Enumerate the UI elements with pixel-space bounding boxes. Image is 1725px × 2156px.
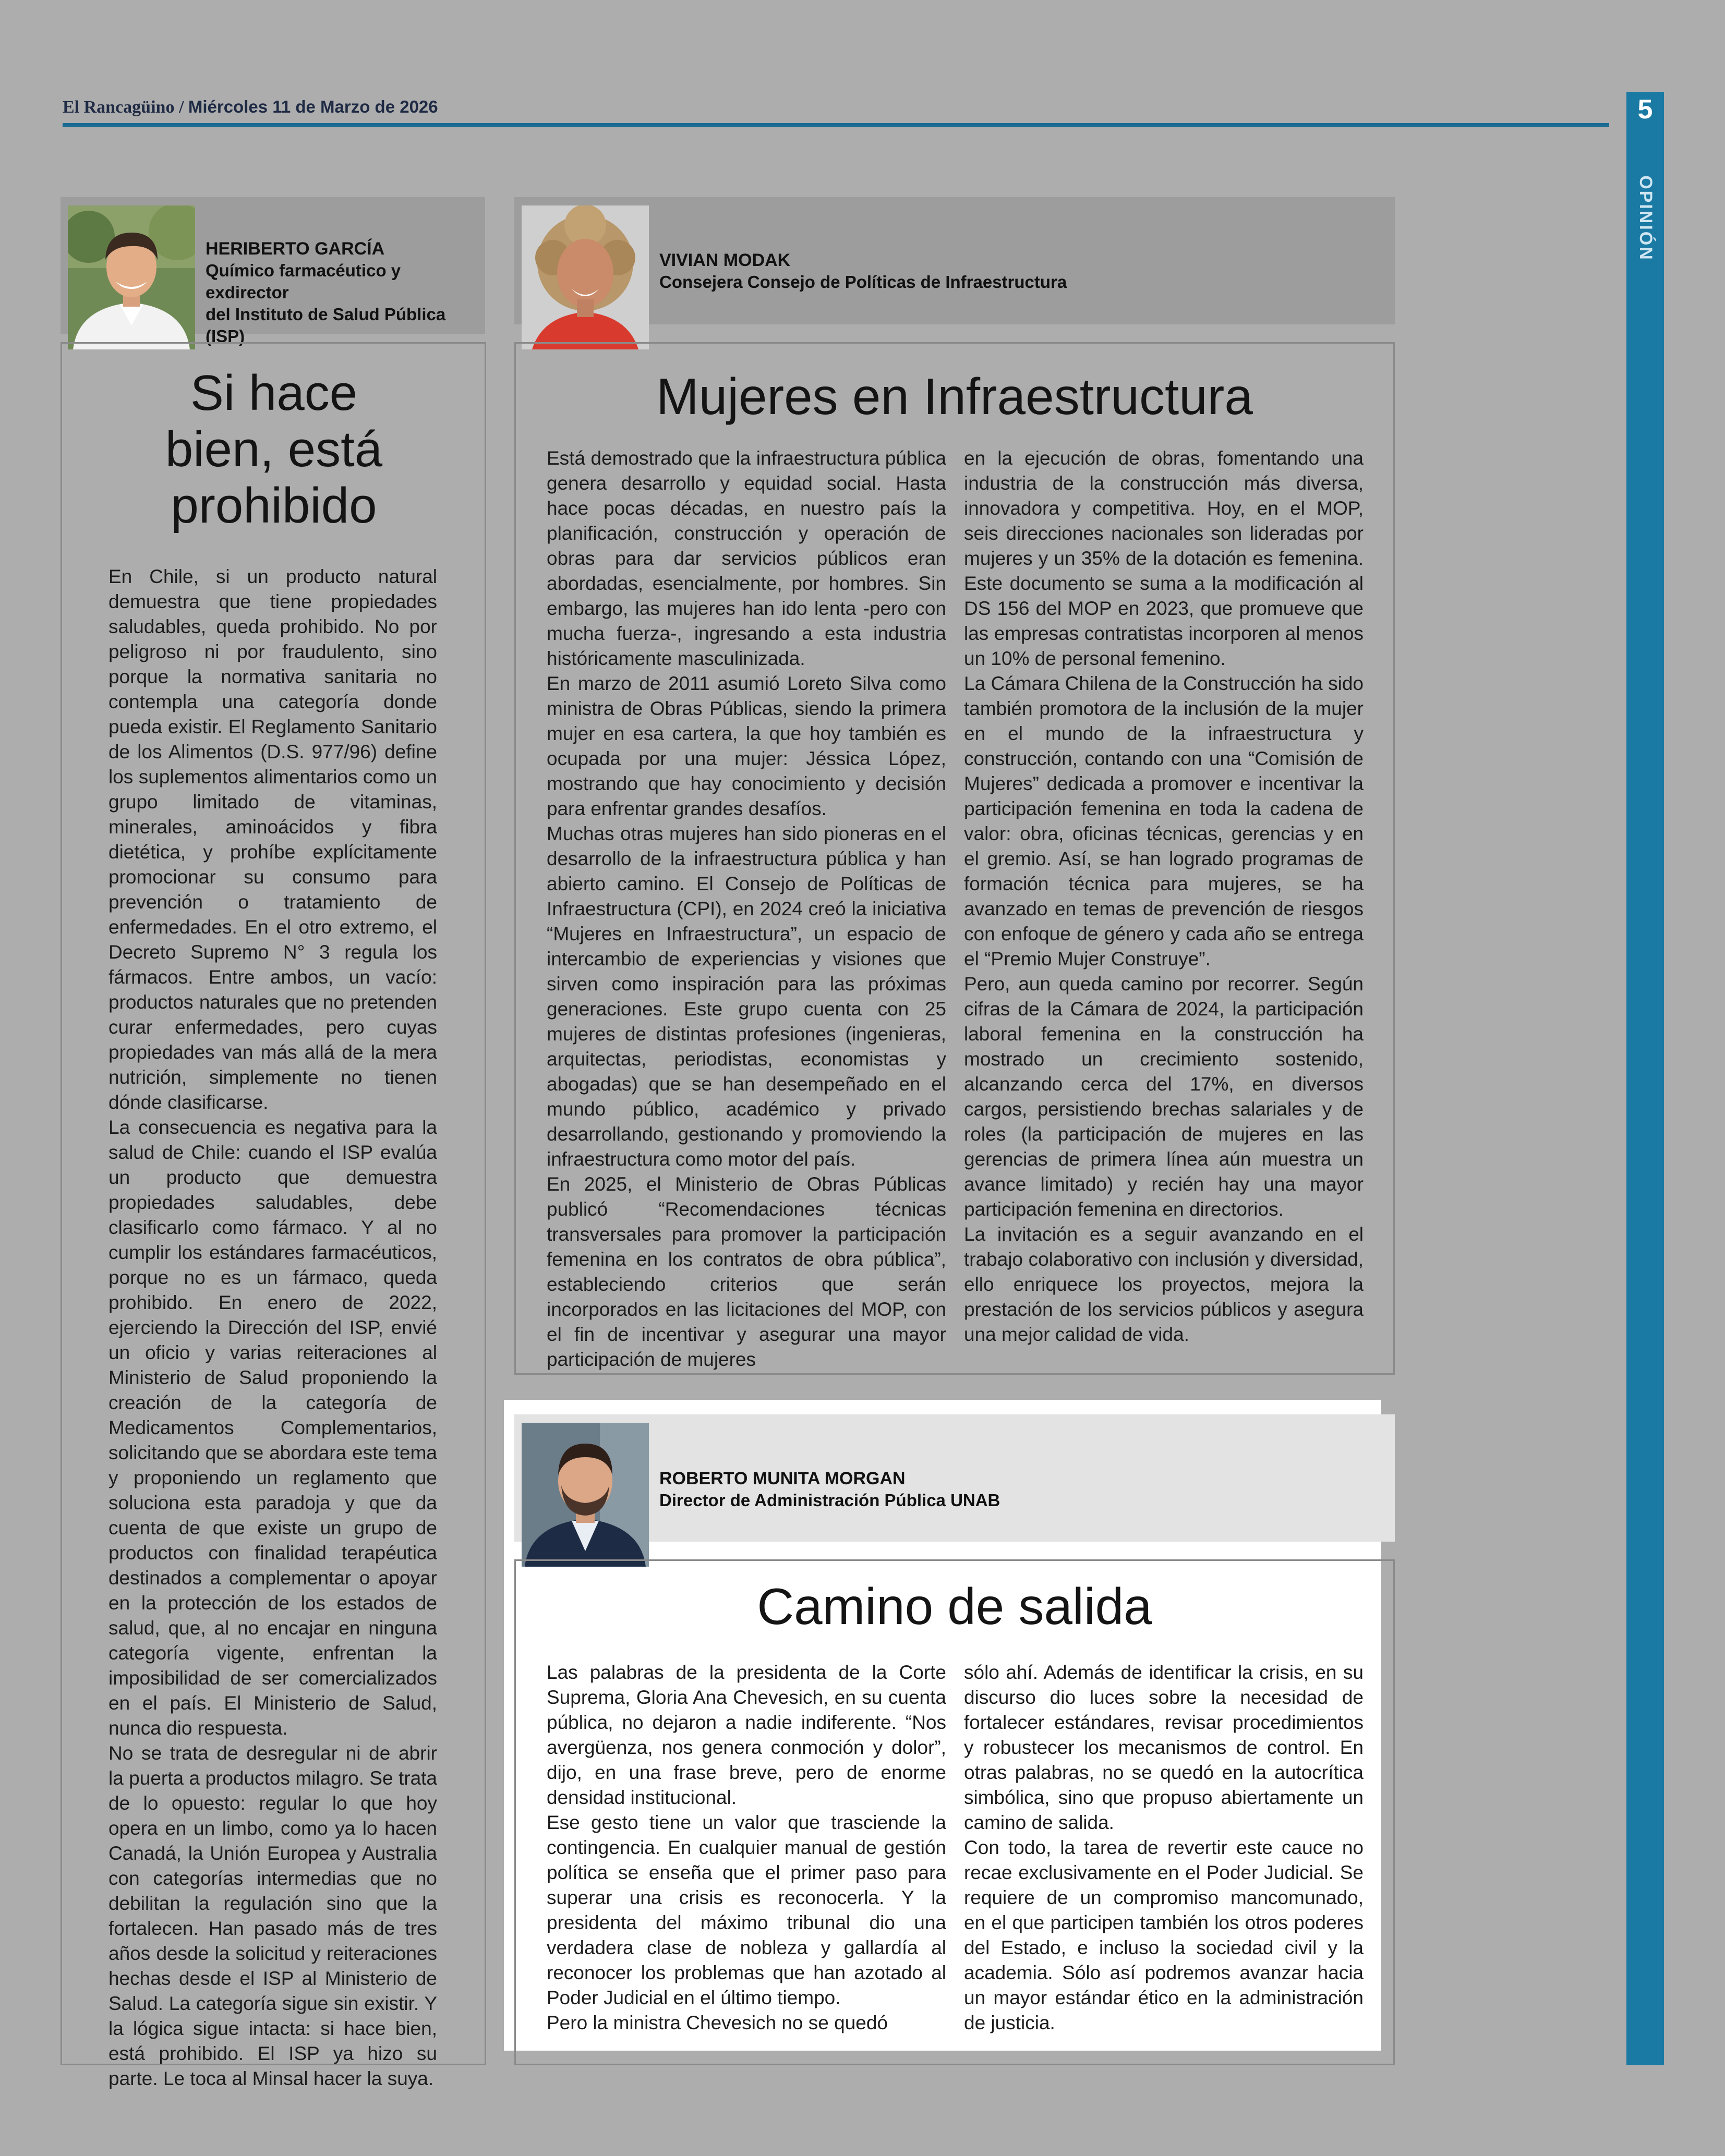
author-photo-munita (522, 1423, 649, 1567)
author-info-munita (659, 1468, 1379, 1511)
section-label (1615, 175, 1675, 261)
paragraph: Ese gesto tiene un valor que trasciende la contingencia. En cualquier manual de gestión política se enseña que el primer paso para superar una crisis es reconocerla. Y la presidenta del máximo tribunal dio una verdadera clase de nobleza y gallardía al reconocer los problemas que han azotado al Poder Judicial en el último tiempo. (547, 1812, 946, 2008)
headline-line: Si hace (190, 365, 358, 421)
article-headline: Camino de salida (757, 1578, 1152, 1635)
author-role-line1: Director de Administración Pública UNAB (659, 1491, 1000, 1510)
paragraph: Pero, aun queda camino por recorrer. Según cifras de la Cámara de 2024, la participación laboral femenina en la construcción ha mostrado un crecimiento sostenido, alcanzando cerca del 17%, en diversos cargos, persistiendo brechas salariales y de roles (la participación de mujeres en las gerencias de primera línea aún muestra un avance limitado) y recién hay una mayor participación femenina en directorios. (964, 973, 1364, 1220)
newspaper-name: El Rancagüino / (63, 98, 184, 117)
masthead (63, 97, 438, 123)
page-number: 5 (1637, 94, 1653, 125)
article-col-2 (964, 1660, 1364, 2036)
author-name: ROBERTO MUNITA MORGAN (659, 1469, 906, 1488)
headline-line: bien, está (165, 421, 383, 477)
header-rule (63, 123, 1609, 127)
section-label-text: OPINIÓN (1635, 175, 1656, 261)
paragraph: En 2025, el Ministerio de Obras Públicas publicó “Recomendaciones técnicas transversales para promover la participación femenina en los contratos de obra pública”, estableciendo criterios que serán incorporados en las licitaciones del MOP, con el fin de incentivar y asegurar una mayor participación de mujeres (547, 1173, 946, 1370)
paragraph: La invitación es a seguir avanzando en el trabajo colaborativo con inclusión y diversidad, ello enriquece los proyectos, mejora la prestación de los servicios públicos y asegura una mejor calidad de vida. (964, 1224, 1364, 1345)
paragraph: La Cámara Chilena de la Construcción ha sido también promotora de la inclusión de la mujer en el mundo de la infraestructura y construcción, contando con una “Comisión de Mujeres” dedicada a promover e incentivar la participación femenina en toda la cadena de valor: obra, oficinas técnicas, gerencias y en el gremio. Así, se han logrado programas de formación técnica para mujeres, se ha avanzado en temas de prevención de riesgos con enfoque de género y cada año se entrega el “Premio Mujer Construye”. (964, 673, 1364, 970)
article-headline: Mujeres en Infraestructura (656, 368, 1253, 425)
author-photo-modak (522, 205, 649, 349)
paragraph: Está demostrado que la infraestructura pública genera desarrollo y equidad social. Hasta hace pocas décadas, en nuestro país la planificación, construcción y operación de obras para dar servicios públicos eran abordadas, esencialmente, por hombres. Sin embargo, las mujeres han ido lenta -pero con mucha fuerza-, ingresando a esta industria históricamente masculinizada. (547, 447, 946, 669)
author-role-line1: Químico farmacéutico y exdirector (206, 261, 401, 302)
author-role-line2: del Instituto de Salud Pública (ISP) (206, 305, 446, 346)
article-body-garcia (108, 564, 437, 2091)
issue-date: Miércoles 11 de Marzo de 2026 (188, 97, 438, 116)
paragraph: La consecuencia es negativa para la salud de Chile: cuando el ISP evalúa un producto que demuestra propiedades saludables, debe clasificarlo como fármaco. Y al no cumplir los estándares farmacéuticos, porque no es un fármaco, queda prohibido. En enero de 2022, ejerciendo la Dirección del ISP, envié un oficio y varias reiteraciones al Ministerio de Salud proponiendo la creación de la categoría de Medicamentos Complementarios, solicitando que se abordara este tema y proponiendo un reglamento que soluciona esta paradoja y que da cuenta de que existe un grupo de productos con finalidad terapéutica destinados a complementar o apoyar en la protección de los estados de salud, que, al no encajar en ninguna categoría vigente, enfrentan la imposibilidad de ser comercializados en el país. El Ministerio de Salud, nunca dio respuesta. (108, 1117, 437, 1739)
author-info-modak (659, 249, 1379, 293)
paragraph: Pero la ministra Chevesich no se quedó (547, 2012, 888, 2033)
paragraph: Las palabras de la presidenta de la Corte Suprema, Gloria Ana Chevesich, en su cuenta pública, no dejaron a nadie indiferente. “Nos avergüenza, nos genera conmoción y dolor”, dijo, en una frase breve, pero de enorme densidad institucional. (547, 1662, 946, 1808)
author-photo-garcia (68, 205, 195, 349)
author-role-line1: Consejera Consejo de Políticas de Infraestructura (659, 272, 1067, 292)
headline-line: prohibido (171, 478, 377, 534)
paragraph: En marzo de 2011 asumió Loreto Silva como ministra de Obras Públicas, siendo la primera mujer en esa cartera, la que hoy también es ocupada por una mujer: Jéssica López, mostrando que hay conocimiento y decisión para enfrentar grandes desafíos. (547, 673, 946, 819)
article-col-1 (547, 446, 946, 1372)
paragraph: En Chile, si un producto natural demuestra que tiene propiedades saludables, queda prohibido. No por peligroso ni por fraudulento, sino porque la normativa sanitaria no contempla una categoría donde pueda existir. El Reglamento Sanitario de los Alimentos (D.S. 977/96) define los suplementos alimentarios como un grupo limitado de vitaminas, minerales, aminoácidos y fibra dietética, y prohíbe explícitamente promocionar su consumo para prevención o tratamiento de enfermedades. En el otro extremo, el Decreto Supremo N° 3 regula los fármacos. Entre ambos, un vacío: productos naturales que no pretenden curar enfermedades, pero cuyas propiedades van más allá de la mera nutrición, simplemente no tienen dónde clasificarse. (108, 566, 437, 1113)
author-info-garcia (206, 238, 482, 347)
section-bar (1626, 92, 1664, 2065)
paragraph: No se trata de desregular ni de abrir la puerta a productos milagro. Se trata de lo opuesto: regular lo que hoy opera en un limbo, como ya lo hacen Canadá, la Unión Europea y Australia con categorías intermedias que no debilitan la regulación sino que la fortalecen. Han pasado más de tres años desde la solicitud y reiteraciones hechas desde el ISP al Ministerio de Salud. La categoría sigue sin existir. Y la lógica sigue intacta: si hace bien, está prohibido. El ISP ya hizo su parte. Le toca al Minsal hacer la suya. (108, 1742, 437, 2089)
paragraph: en la ejecución de obras, fomentando una industria de la construcción más diversa, innovadora y competitiva. Hoy, en el MOP, seis direcciones nacionales son lideradas por mujeres y un 35% de la dotación es femenina. Este documento se suma a la modificación al DS 156 del MOP en 2023, que promueve que las empresas contratistas incorporen al menos un 10% de personal femenino. (964, 447, 1364, 669)
paragraph: Muchas otras mujeres han sido pioneras en el desarrollo de la infraestructura pública y han abierto camino. El Consejo de Políticas de Infraestructura (CPI), en 2024 creó la iniciativa “Mujeres en Infraestructura”, un espacio de intercambio de experiencias y visiones que sirven como inspiración para las próximas generaciones. Este grupo cuenta con 25 mujeres de distintas profesiones (ingenieras, arquitectas, periodistas, economistas y abogadas) que se han desempeñado en el mundo público, académico y privado desarrollando, gestionando y promoviendo la infraestructura como motor del país. (547, 823, 946, 1170)
article-col-2 (964, 446, 1364, 1347)
paragraph: Con todo, la tarea de revertir este cauce no recae exclusivamente en el Poder Judicial. Se requiere de un compromiso mancomunado, en el que participen también los otros poderes del Estado, e incluso la sociedad civil y la academia. Sólo así podremos avanzar hacia un mayor estándar ético en la administración de justicia. (964, 1837, 1364, 2033)
author-name: VIVIAN MODAK (659, 250, 791, 270)
paragraph: sólo ahí. Además de identificar la crisis, en su discurso dio luces sobre la necesidad de fortalecer estándares, revisar procedimientos y robustecer los mecanismos de control. En otras palabras, no se quedó en la autocrítica simbólica, sino que propuso abiertamente un camino de salida. (964, 1662, 1364, 1833)
article-headline (83, 365, 464, 534)
author-name: HERIBERTO GARCÍA (206, 239, 385, 259)
article-col-1 (547, 1660, 946, 2036)
